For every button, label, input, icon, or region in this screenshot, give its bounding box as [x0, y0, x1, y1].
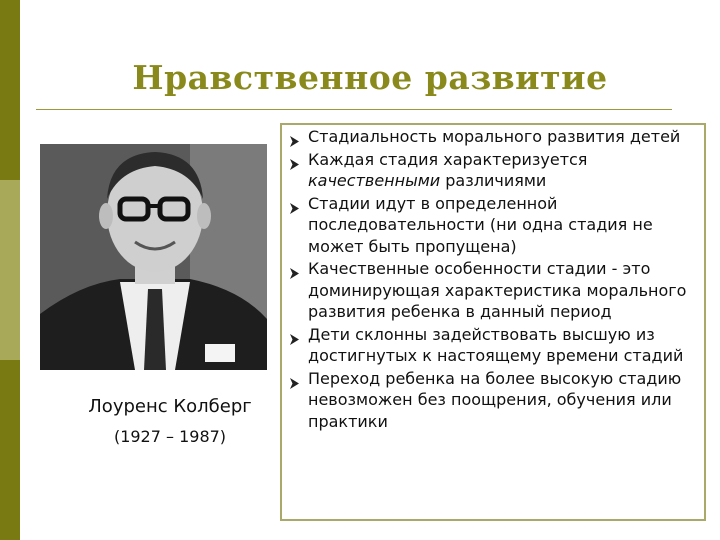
bullet-text: Стадии идут в определенной последовательности (ни одна стадия не может быть пропущена)	[308, 193, 653, 256]
arrowhead-bullet-icon	[290, 373, 299, 395]
bullet-text-italic: качественными	[308, 171, 441, 190]
portrait-photo	[40, 144, 267, 370]
slide-title: Нравственное развитие	[132, 58, 608, 97]
portrait-caption-dates: (1927 – 1987)	[113, 427, 227, 446]
bullet-text: Стадиальность морального развития детей	[308, 127, 681, 146]
decorative-side-bar-bottom	[0, 360, 20, 540]
arrowhead-bullet-icon	[290, 154, 299, 176]
arrowhead-bullet-icon	[290, 198, 299, 220]
decorative-side-bar-top	[0, 0, 20, 180]
bullet-item	[288, 368, 698, 433]
title-divider	[36, 109, 672, 110]
decorative-side-bar-middle	[0, 180, 20, 360]
arrowhead-bullet-icon	[290, 263, 299, 285]
bullet-item	[288, 193, 698, 258]
bullet-text: Переход ребенка на более высокую стадию невозможен без поощрения, обучения или практики	[308, 368, 682, 431]
bullet-text: Качественные особенности стадии - это доминирующая характеристика морального развития ребенка в данный период	[308, 259, 687, 321]
bullet-item	[288, 149, 698, 192]
bullet-text: Дети склонны задействовать высшую из достигнутых к настоящему времени стадий	[308, 324, 684, 365]
bullet-item	[288, 126, 698, 148]
bullet-list	[282, 126, 704, 432]
bullet-item	[288, 324, 698, 367]
bullet-text-after: различиями	[440, 171, 547, 190]
bullet-item	[288, 258, 698, 323]
arrowhead-bullet-icon	[290, 329, 299, 351]
bullet-text: Каждая стадия характеризуется	[308, 149, 588, 169]
bullet-list-box	[280, 123, 706, 521]
portrait-caption-name: Лоуренс Колберг	[88, 396, 252, 417]
